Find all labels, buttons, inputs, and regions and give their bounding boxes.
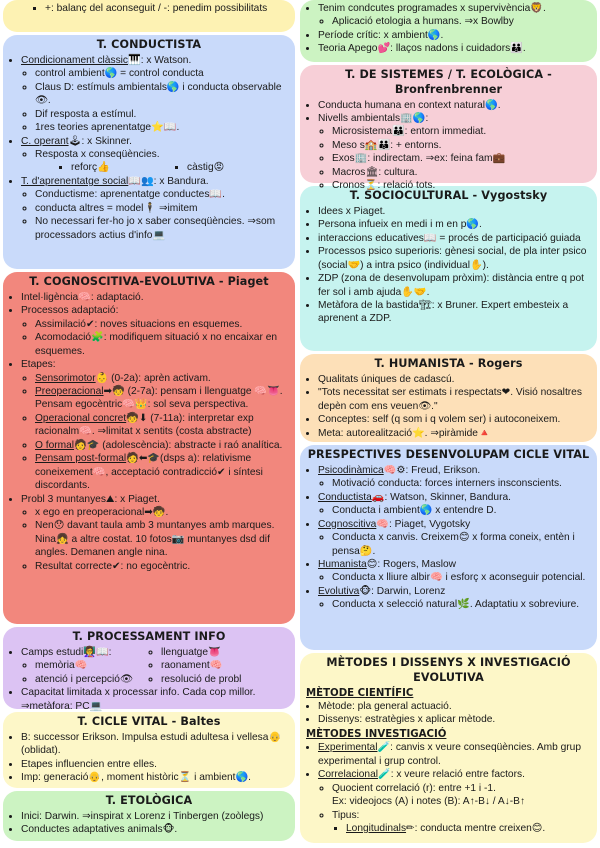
camps-estudi: • Camps estudi👩‍🏫📖: ◦ memòria🧠 ◦ atenció i percepció👁: [21, 646, 149, 686]
cicle-card: [3, 712, 295, 788]
cog-item: • Processos adaptació: ◦ Assimilació✔: noves situacions en esquemes. ◦ Acomodació🧩: modifiquem situació x no encaixar en esquemes.: [21, 304, 289, 358]
etapa-operacional-concret: ◦ Operacional concret🧒⬇ (7-11a): interpretar exp racionalm🧠. ⇒limitat x sentits (costa abstracte): [35, 412, 289, 439]
etol-item: • Teoria Apego💕: llaços nadons i cuidadors👪.: [318, 42, 591, 55]
etapa-preoperacional: ◦ Preoperacional➡🧒 (2-7a): pensam i llenguatge 🧠👅. Pensam egocèntric🧠👑: sol seva perspectiva.: [35, 385, 289, 412]
sistemes-title: T. DE SISTEMES / T. ECOLÒGICA - Bronfrenbrenner: [345, 68, 552, 96]
camp-item: ◦ llenguatge👅: [161, 646, 289, 659]
socio-item: • Processos psico superioris: gènesi social, de pla inter psico (social🤝) a intra psico (individual✋).: [318, 245, 591, 272]
tres-muntanyes: • Probl 3 muntanyes⛰: x Piaget. ◦ x ego en preoperacional➡🧒. ◦ Nen😯 davant taula amb 3 muntanyes amb marques. Nina👧 a altre costat. 10 fotos📷 muntanyes dsd dif angles. Demanen angle nina. ◦ Resultat correcte✔: no egocèntric.: [21, 493, 289, 574]
cicle-title: T. CICLE VITAL - Baltes: [77, 715, 221, 728]
right-column: [300, 0, 597, 846]
metodes-card: [300, 653, 597, 843]
etologica-item: • Conductes adaptatives animals🐵.: [21, 823, 289, 836]
p3-item: ◦ x ego en preoperacional➡🧒.: [35, 506, 289, 519]
etologica-title: T. ETOLÒGICA: [105, 794, 193, 807]
conductista-title: T. CONDUCTISTA: [96, 38, 202, 51]
cc-item: ◦ 1res teories aprenentatge⭐📖.: [35, 121, 289, 134]
hum-item: • Qualitats úniques de cadascú.: [318, 373, 591, 386]
etol-sub: ◦ Aplicació etologia a humans. ⇒x Bowlby: [332, 15, 591, 28]
etapes: • Etapes: ◦ Sensorimotor👶 (0-2a): aprèn activam. ◦ Preoperacional➡🧒 (2-7a): pensam i llenguatge 🧠👅. Pensam egocèntric🧠👑: sol seva perspectiva. ◦ Operacional concret🧒⬇ (7-11a): interpretar exp racionalm🧠. ⇒limitat x sentits (costa abstracte) ◦ O formal🧑🎓 (adolescència): abstracte i raó analítica. ◦ Pensam post-formal🧑⬅🎓(dsps a): relativisme coneixement🧠, acceptació contradicció✔ i síntesi discordants.: [21, 358, 289, 493]
nivell-item: ◦ Macros🏛: cultura.: [332, 166, 591, 179]
correlacional-item: • Correlacional🧪: x veure relació entre factors. ◦ Quocient correlació (r): entre +1 i -1. Ex: videojocs (A) i notes (B): A↑-B↓ / A↓-B↑ ◦ Tipus: ▪ Longitudinals✏: conducta mentre creixen😊.: [318, 768, 591, 835]
etologica-card: [3, 791, 295, 841]
balance-card: [3, 0, 295, 32]
cicle-item: • B: successor Erikson. Impulsa estudi adultesa i vellesa👴 (oblidat).: [21, 731, 289, 758]
conductista-card: [3, 35, 295, 269]
aprenentatge-social: • T. d'aprenentatge social📖👥: x Bandura. ◦ Conductisme: aprenentatge conductes📖. ◦ conducta altres = model🕴 ⇒imitem ◦ No necessari fer-ho jo x saber conseqüències. ⇒som processadors actius d'info💻: [21, 175, 289, 242]
capacitat-item: • Capacitat limitada x processar info. Cada cop millor. ⇒metàfora: PC💻: [21, 686, 289, 713]
cognoscitiva-title: T. COGNOSCITIVA-EVOLUTIVA - Piaget: [29, 275, 269, 288]
etologia-continuation-card: [300, 0, 597, 62]
metode-cientific-heading: MÈTODE CIENTÍFIC: [306, 687, 414, 699]
p3-item: ◦ Nen😯 davant taula amb 3 muntanyes amb marques. Nina👧 a altre costat. 10 fotos📷 muntanyes dsd dif angles. Demanen angle nina.: [35, 519, 289, 559]
cicle-item: • Etapes influencien entre elles.: [21, 758, 289, 771]
processament-title: T. PROCESSAMENT INFO: [72, 630, 226, 643]
cognoscitiva-card: [3, 272, 295, 624]
cc-item: ◦ control ambient🌎 = control conducta: [35, 67, 289, 80]
cc-item: ◦ Claus D: estímuls ambientals🌎 i conducta observable👁.: [35, 81, 289, 108]
persp-sub: ◦ Conducta x selecció natural🌿. Adaptatiu x sobreviure.: [332, 598, 591, 611]
camp-item: ◦ resolució de probl: [161, 673, 289, 686]
persp-sub: ◦ Conducta i ambient🌎 x entendre D.: [332, 504, 591, 517]
sistemes-card: [300, 65, 597, 192]
mc-item: • Mètode: pla general actuació.: [318, 700, 591, 713]
co-item: ◦ Resposta x conseqüències.: [35, 148, 289, 161]
persp-sub: ◦ Motivació conducta: forces interners insconscients.: [332, 477, 591, 490]
sist-item: • Nivells ambientals🏢🌎: ◦ Microsistema👪: entorn immediat. ◦ Meso s🏫👪: + entorns. ◦ Exos🏢: indirectam. ⇒ex: feina fam💼 ◦ Macros🏛: cultura. ◦ Cronos⏳: relació tots.: [318, 112, 591, 193]
nivell-item: ◦ Exos🏢: indirectam. ⇒ex: feina fam💼: [332, 152, 591, 165]
etapa-post-formal: ◦ Pensam post-formal🧑⬅🎓(dsps a): relativisme coneixement🧠, acceptació contradicció✔ i síntesi discordants.: [35, 452, 289, 492]
socio-item: • Idees x Piaget.: [318, 205, 591, 218]
nivell-item: ◦ Cronos⏳: relació tots.: [332, 179, 591, 192]
sociocultural-title: T. SOCIOCULTURAL - Vygostsky: [349, 189, 548, 202]
nivell-item: ◦ Meso s🏫👪: + entorns.: [332, 139, 591, 152]
cicle-item: • Imp: generació👴, moment històric⏳ i ambient🌎.: [21, 771, 289, 784]
left-column: [3, 0, 295, 844]
metodes-title: MÈTODES I DISSENYS X INVESTIGACIÓ EVOLUTIVA: [326, 656, 571, 684]
ts-item: ◦ Conductisme: aprenentatge conductes📖.: [35, 188, 289, 201]
etol-item: • Tenim condcutes programades x supervivència🦁. ◦ Aplicació etologia a humans. ⇒x Bowlby: [318, 2, 591, 29]
camp-item: ◦ raonament🧠: [161, 659, 289, 672]
camp-item: ◦ atenció i percepció👁: [35, 673, 149, 686]
camp-item: ◦ memòria🧠: [35, 659, 149, 672]
p3-item: ◦ Resultat correcte✔: no egocèntric.: [35, 560, 289, 573]
etologica-item: • Inici: Darwin. ⇒inspirat x Lorenz i Tinbergen (zoòlegs): [21, 810, 289, 823]
balance-item: ▪ +: balanç del aconseguit / -: penedim possibilitats: [45, 2, 289, 15]
ts-item: ◦ No necessari fer-ho jo x saber conseqüències. ⇒som processadors actius d'info💻: [35, 215, 289, 242]
persp-psicodinamica: • Psicodinàmica🧠⚙: Freud, Erikson. ◦ Motivació conducta: forces interners insconscients.: [318, 464, 591, 491]
etapa-formal: ◦ O formal🧑🎓 (adolescència): abstracte i raó analítica.: [35, 439, 289, 452]
proc-item: ◦ Acomodació🧩: modifiquem situació x no encaixar en esquemes.: [35, 331, 289, 358]
hum-item: • "Tots necessitat ser estimats i respectats❤. Visió nosaltres depèn com ens veuen👁.": [318, 386, 591, 413]
sist-item: • Conducta humana en context natural🌎.: [318, 99, 591, 112]
socio-item: • ZDP (zona de desenvolupam pròxim): distància entre q pot fer sol i amb ajuda✋🤝.: [318, 272, 591, 299]
ts-item: ◦ conducta altres = model🕴 ⇒imitem: [35, 202, 289, 215]
reforc-item: ▪ reforç👍: [71, 161, 173, 174]
metodes-investigacio-heading: MÈTODES INVESTIGACIÓ: [306, 728, 447, 740]
perspectives-card: [300, 445, 597, 650]
mc-item: • Dissenys: estratègies x aplicar mètode.: [318, 713, 591, 726]
humanista-title: T. HUMANISTA - Rogers: [374, 357, 523, 370]
cog-item: • Intel·ligència🧠: adaptació.: [21, 291, 289, 304]
socio-item: • Metàfora de la bastida🏗: x Bruner. Expert embesteix a aprenent a ZDP.: [318, 299, 591, 326]
persp-cognoscitiva: • Cognoscitiva🧠: Piaget, Vygotsky ◦ Conducta x canvis. Creixem😊 x forma coneix, entèn i pensa🤔.: [318, 518, 591, 558]
persp-evolutiva: • Evolutiva🐵: Darwin, Lorenz ◦ Conducta x selecció natural🌿. Adaptatiu x sobreviure.: [318, 585, 591, 612]
condicionament-classic: • Condicionament clàssic🎹: x Watson. ◦ control ambient🌎 = control conducta ◦ Claus D: estímuls ambientals🌎 i conducta observable👁. ◦ Dif resposta a estímul. ◦ 1res teories aprenentatge⭐📖.: [21, 54, 289, 135]
nivell-item: ◦ Microsistema👪: entorn immediat.: [332, 125, 591, 138]
experimental-item: • Experimental🧪: canvis x veure conseqüències. Amb grup experimental i grup control.: [318, 741, 591, 768]
longitudinals-item: ▪ Longitudinals✏: conducta mentre creixen😊.: [346, 822, 591, 835]
processament-card: [3, 627, 295, 712]
persp-sub: ◦ Conducta x lliure albir🧠 i esforç x aconseguir potencial.: [332, 571, 591, 584]
proc-item: ◦ Assimilació✔: noves situacions en esquemes.: [35, 318, 289, 331]
condicionament-operant: • C. operant🕹: x Skinner. ◦ Resposta x conseqüències. ▪ reforç👍 ▪ càstig😡: [21, 135, 289, 175]
persp-sub: ◦ Conducta x canvis. Creixem😊 x forma coneix, entèn i pensa🤔.: [332, 531, 591, 558]
persp-conductista: • Conductista🚗: Watson, Skinner, Bandura. ◦ Conducta i ambient🌎 x entendre D.: [318, 491, 591, 518]
castig-item: ▪ càstig😡: [187, 161, 289, 174]
etol-item: • Període crític: x ambient🌎.: [318, 29, 591, 42]
perspectives-title: PRESPECTIVES DESENVOLUPAM CICLE VITAL: [307, 448, 590, 461]
humanista-card: [300, 354, 597, 442]
cor-sub: ◦ Tipus: ▪ Longitudinals✏: conducta mentre creixen😊.: [332, 809, 591, 836]
hum-item: • Conceptes: self (q som i q volem ser) i autoconeixem.: [318, 413, 591, 426]
socio-item: • Persona infueix en medi i m en p🌎.: [318, 218, 591, 231]
persp-humanista: • Humanista😊: Rogers, Maslow ◦ Conducta x lliure albir🧠 i esforç x aconseguir potencial.: [318, 558, 591, 585]
etapa-sensorimotor: ◦ Sensorimotor👶 (0-2a): aprèn activam.: [35, 372, 289, 385]
sociocultural-card: [300, 186, 597, 351]
socio-item: • interaccions educatives📖 = procés de participació guiada: [318, 232, 591, 245]
cor-sub: ◦ Quocient correlació (r): entre +1 i -1. Ex: videojocs (A) i notes (B): A↑-B↓ / A↓-B↑: [332, 782, 591, 809]
hum-item: • Meta: autorealització⭐. ⇒piràmide🔺: [318, 427, 591, 440]
cc-item: ◦ Dif resposta a estímul.: [35, 108, 289, 121]
